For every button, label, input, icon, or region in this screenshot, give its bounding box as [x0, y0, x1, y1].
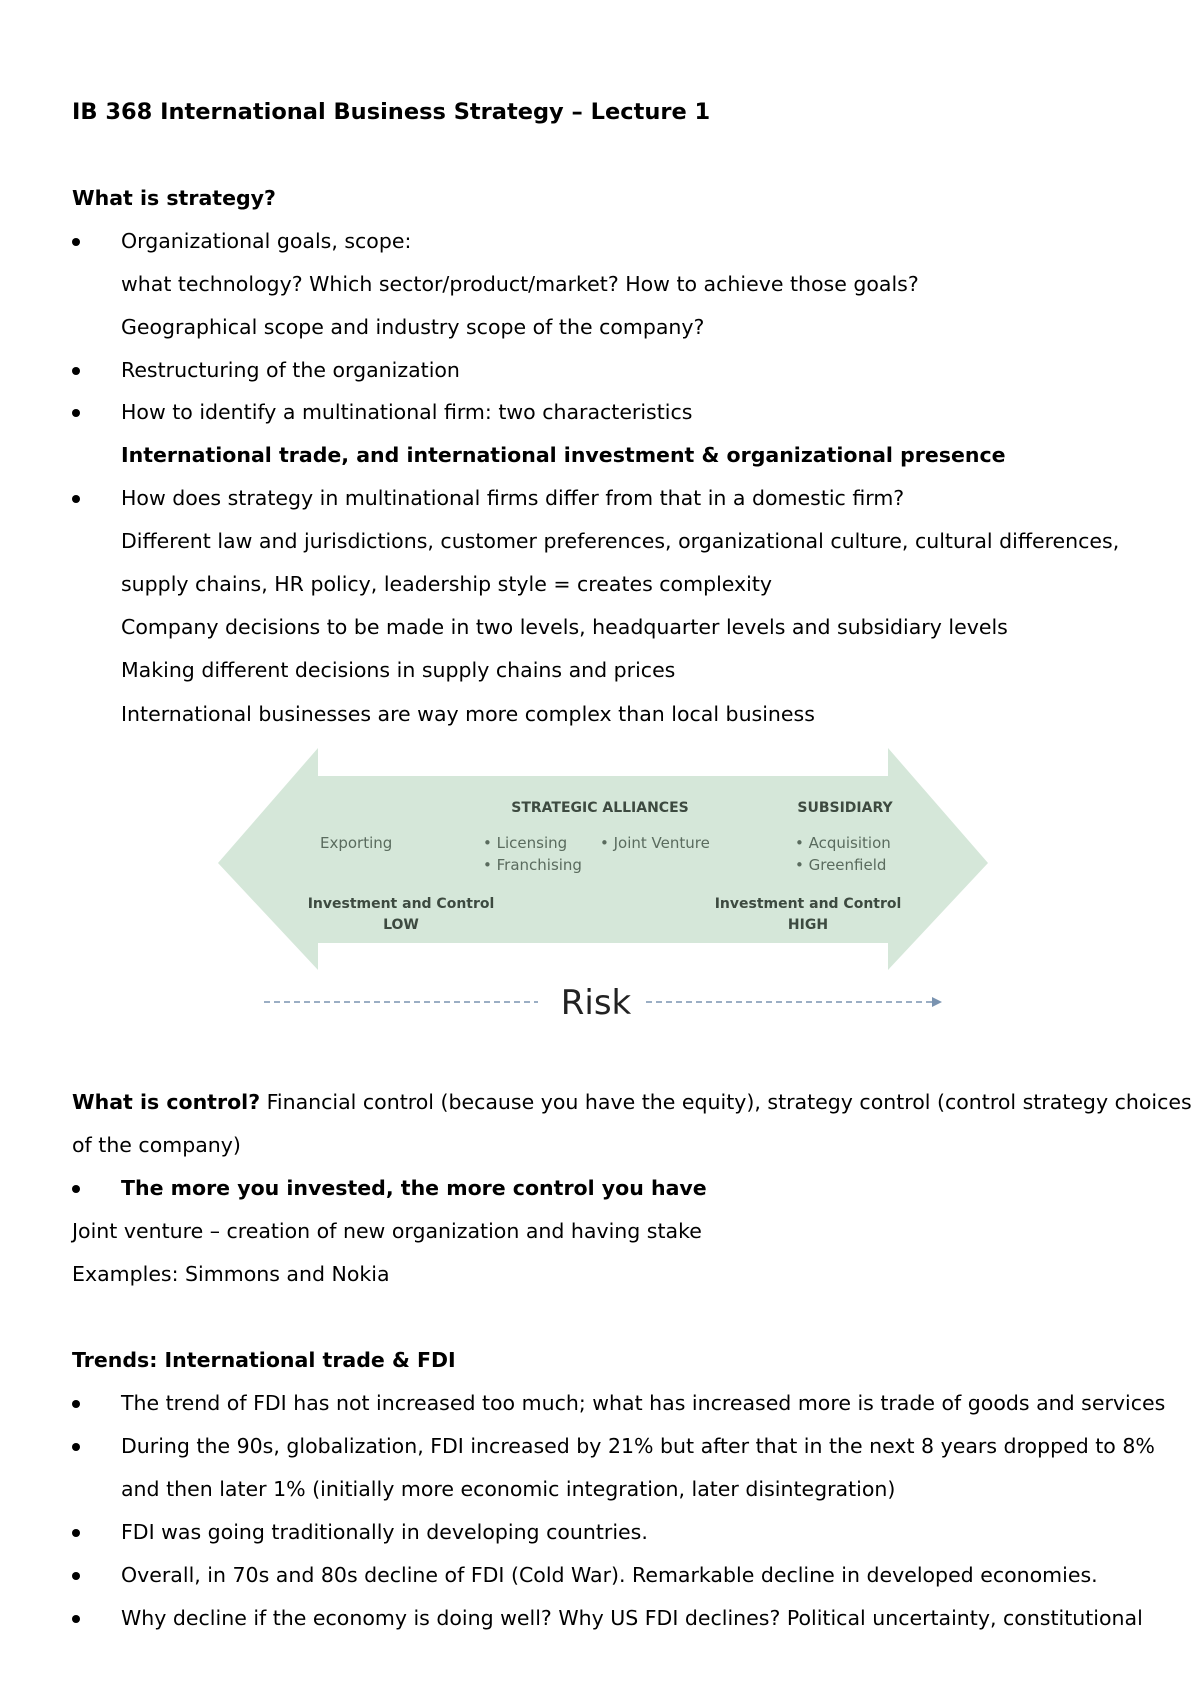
bullet-text: Why decline if the economy is doing well? Why US FDI declines? Political uncertainty, constitutional	[121, 1606, 1143, 1630]
strategic-alliances-heading: STRATEGIC ALLIANCES	[511, 800, 689, 816]
section-heading-trends: Trends: International trade & FDI	[72, 1348, 456, 1372]
bullet-icon	[72, 1185, 80, 1193]
bullet-subtext: Geographical scope and industry scope of the company?	[121, 315, 705, 339]
bullet-icon	[72, 409, 80, 417]
licensing-label: • Licensing	[483, 834, 568, 852]
bullet-icon	[72, 238, 80, 246]
bullet-subtext: Different law and jurisdictions, customer preferences, organizational culture, cultural differences,	[121, 529, 1120, 553]
bullet-icon	[72, 1400, 80, 1408]
bullet-subtext-bold: International trade, and international investment & organizational presence	[121, 443, 1006, 467]
bullet-subtext: supply chains, HR policy, leadership style = creates complexity	[121, 572, 773, 596]
bullet-text-bold: The more you invested, the more control you have	[121, 1176, 707, 1200]
bullet-subtext: International businesses are way more complex than local business	[121, 702, 815, 726]
bullet-icon	[72, 495, 80, 503]
bullet-text: During the 90s, globalization, FDI increased by 21% but after that in the next 8 years dropped to 8%	[121, 1434, 1155, 1458]
control-text-cont: of the company)	[72, 1133, 241, 1157]
franchising-label: • Franchising	[483, 856, 582, 874]
bullet-subtext: what technology? Which sector/product/market? How to achieve those goals?	[121, 272, 919, 296]
risk-arrowhead-icon	[932, 997, 942, 1007]
bullet-icon	[72, 1615, 80, 1623]
bullet-text: Restructuring of the organization	[121, 358, 460, 382]
bullet-icon	[72, 1572, 80, 1580]
low-label: LOW	[383, 917, 419, 933]
bullet-icon	[72, 1529, 80, 1537]
bullet-text: The trend of FDI has not increased too much; what has increased more is trade of goods and services	[121, 1391, 1166, 1415]
section-heading-control: What is control?	[72, 1090, 261, 1114]
joint-venture-text: Joint venture – creation of new organization and having stake	[72, 1219, 702, 1243]
bullet-text-cont: and then later 1% (initially more economic integration, later disintegration)	[121, 1477, 896, 1501]
exporting-label: Exporting	[320, 834, 393, 852]
page-title: IB 368 International Business Strategy – Lecture 1	[72, 99, 711, 125]
bullet-subtext: Company decisions to be made in two levels, headquarter levels and subsidiary levels	[121, 615, 1008, 639]
bullet-text: How does strategy in multinational firms differ from that in a domestic firm?	[121, 486, 905, 510]
investment-control-low-label: Investment and Control	[307, 896, 495, 912]
acquisition-label: • Acquisition	[795, 834, 891, 852]
control-text: Financial control (because you have the equity), strategy control (control strategy choices	[260, 1090, 1192, 1114]
subsidiary-heading: SUBSIDIARY	[797, 800, 893, 816]
high-label: HIGH	[787, 917, 829, 933]
bullet-icon	[72, 367, 80, 375]
section-heading-strategy: What is strategy?	[72, 186, 276, 210]
control-paragraph	[72, 1089, 1192, 1115]
investment-control-high-label: Investment and Control	[714, 896, 902, 912]
bullet-icon	[72, 1443, 80, 1451]
bullet-text: Overall, in 70s and 80s decline of FDI (Cold War). Remarkable decline in developed economies.	[121, 1563, 1098, 1587]
bullet-text: FDI was going traditionally in developing countries.	[121, 1520, 648, 1544]
risk-label: Risk	[560, 983, 632, 1020]
bullet-subtext: Making different decisions in supply chains and prices	[121, 658, 676, 682]
greenfield-label: • Greenfield	[795, 856, 887, 874]
bullet-text: How to identify a multinational firm: two characteristics	[121, 400, 693, 424]
examples-text: Examples: Simmons and Nokia	[72, 1262, 390, 1286]
entry-mode-diagram	[218, 748, 988, 1020]
bullet-text: Organizational goals, scope:	[121, 229, 412, 253]
joint-venture-label: • Joint Venture	[600, 834, 710, 852]
